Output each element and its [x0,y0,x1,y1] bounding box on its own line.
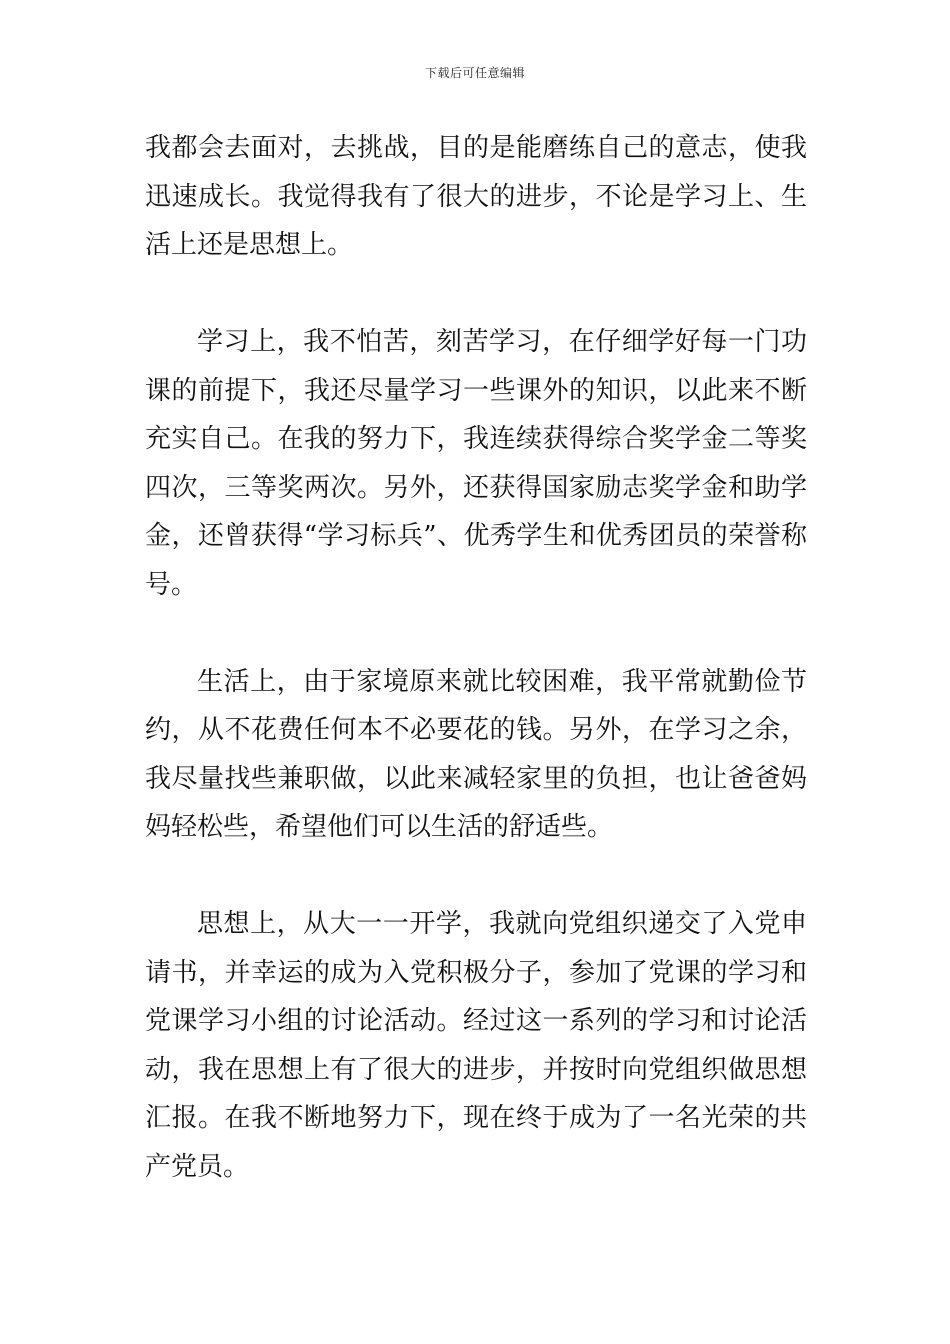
paragraph-study: 学习上，我不怕苦，刻苦学习，在仔细学好每一门功课的前提下，我还尽量学习一些课外的知识，以此来不断充实自己。在我的努力下，我连续获得综合奖学金二等奖四次，三等奖两次。另外，还获得国家励志奖学金和助学金，还曾获得“学习标兵”、优秀学生和优秀团员的荣誉称号。 [145,327,807,600]
paragraph-life: 生活上，由于家境原来就比较困难，我平常就勤俭节约，从不花费任何本不必要花的钱。另外，在学习之余，我尽量找些兼职做，以此来减轻家里的负担，也让爸爸妈妈轻松些，希望他们可以生活的舒适些。 [145,666,807,842]
document-body [145,124,807,1191]
paragraph-gap [145,852,807,901]
page-header: 下载后可任意编辑 [424,66,525,80]
paragraph-gap [145,609,807,658]
paragraph-continuation: 我都会去面对，去挑战，目的是能磨练自己的意志，使我迅速成长。我觉得我有了很大的进步，不论是学习上、生活上还是思想上。 [145,133,807,260]
paragraph-thought: 思想上，从大一一开学，我就向党组织递交了入党申请书，并幸运的成为入党积极分子，参加了党课的学习和党课学习小组的讨论活动。经过这一系列的学习和讨论活动，我在思想上有了很大的进步，并按时向党组织做思想汇报。在我不断地努力下，现在终于成为了一名光荣的共产党员。 [145,909,807,1182]
paragraph-gap [145,270,807,319]
